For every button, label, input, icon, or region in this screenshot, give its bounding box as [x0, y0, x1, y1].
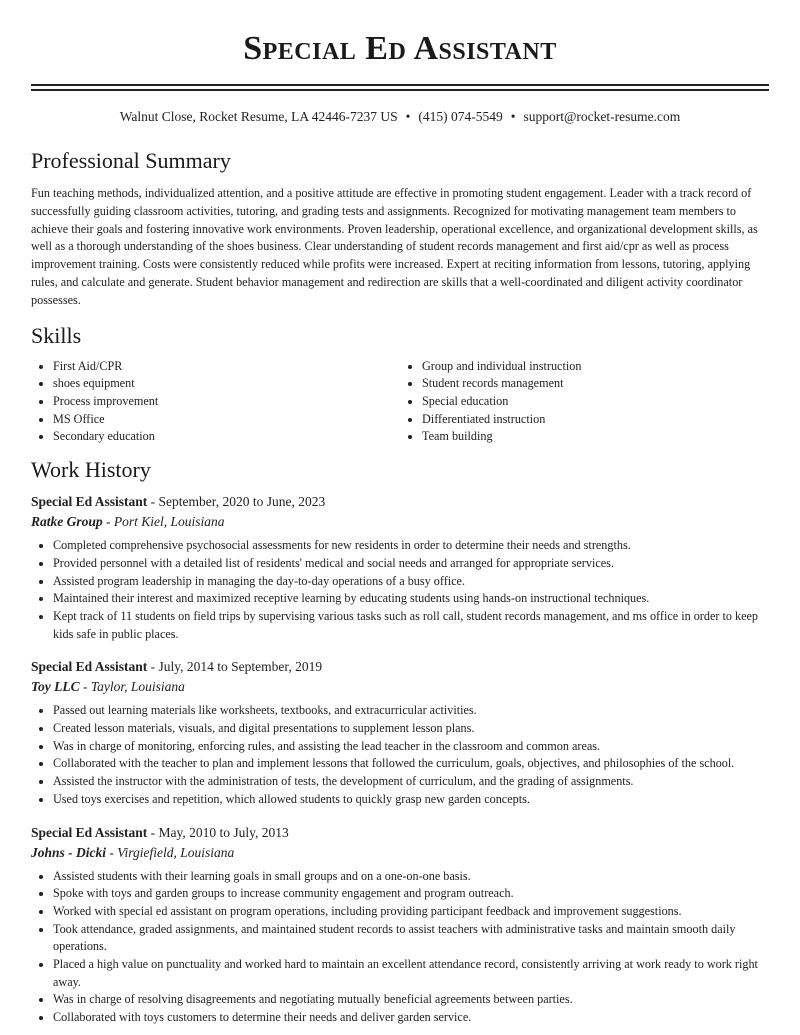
- skills-list: [31, 358, 769, 447]
- skill-item: • Secondary education: [53, 428, 400, 446]
- job-entry: [31, 823, 769, 1027]
- skill-item: • Group and individual instruction: [422, 358, 769, 376]
- job-duty: • Passed out learning materials like worksheets, textbooks, and extracurricular activities.: [53, 702, 769, 720]
- job-duty: • Worked with special ed assistant on program operations, including providing participant feedback and improvement suggestions.: [53, 903, 769, 921]
- job-duty: • Created lesson materials, visuals, and digital presentations to supplement lesson plans.: [53, 720, 769, 738]
- job-location: - Port Kiel, Louisiana: [102, 514, 225, 530]
- skill-item: • First Aid/CPR: [53, 358, 400, 376]
- job-duty: • Kept track of 11 students on field trips by supervising various tasks such as roll call, student records management, and ms office in order to keep kids safe in public places.: [53, 608, 769, 643]
- job-dates: - July, 2014 to September, 2019: [147, 659, 323, 675]
- job-company: Ratke Group: [31, 514, 103, 530]
- header-divider-bottom: [31, 89, 769, 91]
- header-divider-top: [31, 84, 769, 86]
- job-duty: • Took attendance, graded assignments, and maintained student records to assist teachers with administrative tasks and maintain smooth daily operations.: [53, 921, 769, 956]
- resume-name: Special Ed Assistant: [243, 30, 557, 67]
- skills-heading: Skills: [31, 322, 82, 348]
- job-duty: • Assisted program leadership in managing the day-to-day operations of a busy office.: [53, 573, 769, 591]
- job-duties: [31, 868, 769, 1027]
- job-employer: [31, 843, 769, 863]
- job-duty: • Collaborated with the teacher to plan and implement lessons that followed the curriculum, goals, objectives, and philosophies of the school.: [53, 755, 769, 773]
- job-employer: [31, 677, 769, 697]
- skill-item: • Differentiated instruction: [422, 411, 769, 429]
- skill-item: • Special education: [422, 393, 769, 411]
- job-role: Special Ed Assistant: [31, 494, 148, 510]
- job-header: [31, 823, 769, 843]
- job-duty: • Maintained their interest and maximized receptive learning by educating students using hands-on instructional techniques.: [53, 590, 769, 608]
- skill-item: • MS Office: [53, 411, 400, 429]
- job-duty: • Spoke with toys and garden groups to increase community engagement and program outreach.: [53, 885, 769, 903]
- job-duty: • Completed comprehensive psychosocial assessments for new residents in order to determine their needs and strengths.: [53, 537, 769, 555]
- job-duty: • Assisted students with their learning goals in small groups and on a one-on-one basis.: [53, 868, 769, 886]
- job-entry: [31, 657, 769, 808]
- contact-email[interactable]: support@rocket-resume.com: [523, 109, 681, 124]
- contact-phone: (415) 074-5549: [418, 109, 503, 124]
- job-duties: [31, 702, 769, 808]
- job-dates: - May, 2010 to July, 2013: [147, 824, 289, 840]
- skill-item: • shoes equipment: [53, 375, 400, 393]
- job-header: [31, 492, 769, 512]
- job-employer: [31, 512, 769, 532]
- contact-separator: •: [510, 109, 516, 124]
- job-duty: • Collaborated with toys customers to determine their needs and deliver garden service.: [53, 1009, 769, 1027]
- skills-column-left: [31, 358, 400, 447]
- resume-page: [31, 0, 769, 1027]
- job-header: [31, 657, 769, 677]
- summary-text: Fun teaching methods, individualized attention, and a positive attitude are effective in promoting student engagement. Leader with a track record of successfully guiding classroom activities, tutoring, and grading tests and assignments. Recognized for motivating management team members to achieve their goals and fostering innovative work environments. Proven leadership, operational excellence, and organizational development skills, as well as a thorough understanding of the shoes business. Clear understanding of student records management and first aid/cpr as well as process improvement training. Costs were consistently reduced while profits were increased. Expert at reciting information from lessons, tutoring, applying rules, and calculate and generate. Student behavior management and redirection are skills that a well-coordinated and diligent activity coordinator possesses.: [31, 186, 758, 307]
- contact-separator: •: [405, 109, 411, 124]
- job-duty: • Placed a high value on punctuality and worked hard to maintain an excellent attendance record, consistently arriving at work ready to work right away.: [53, 956, 769, 991]
- contact-line: [31, 107, 769, 127]
- skill-item: • Team building: [422, 428, 769, 446]
- job-company: Toy LLC: [31, 679, 80, 695]
- job-role: Special Ed Assistant: [31, 659, 148, 675]
- job-company: Johns - Dicki: [31, 844, 107, 860]
- job-dates: - September, 2020 to June, 2023: [147, 494, 326, 510]
- skill-item: • Student records management: [422, 375, 769, 393]
- job-location: - Virgiefield, Louisiana: [106, 844, 235, 860]
- work-history-heading: Work History: [31, 457, 151, 483]
- skills-column-right: [400, 358, 769, 447]
- job-duty: • Used toys exercises and repetition, which allowed students to quickly grasp new garden concepts.: [53, 791, 769, 809]
- job-duty: • Was in charge of monitoring, enforcing rules, and assisting the lead teacher in the classroom and common areas.: [53, 738, 769, 756]
- job-duty: • Assisted the instructor with the administration of tests, the development of curriculum, and the grading of assignments.: [53, 773, 769, 791]
- job-location: - Taylor, Louisiana: [79, 679, 185, 695]
- job-duty: • Provided personnel with a detailed list of residents' medical and social needs and arranged for appropriate services.: [53, 555, 769, 573]
- job-duty: • Was in charge of resolving disagreements and negotiating mutually beneficial agreements between parties.: [53, 991, 769, 1009]
- job-duties: [31, 537, 769, 643]
- job-entry: [31, 492, 769, 643]
- contact-address: Walnut Close, Rocket Resume, LA 42446-7237 US: [119, 109, 398, 124]
- summary-heading: Professional Summary: [31, 148, 231, 173]
- job-role: Special Ed Assistant: [31, 824, 148, 840]
- skill-item: • Process improvement: [53, 393, 400, 411]
